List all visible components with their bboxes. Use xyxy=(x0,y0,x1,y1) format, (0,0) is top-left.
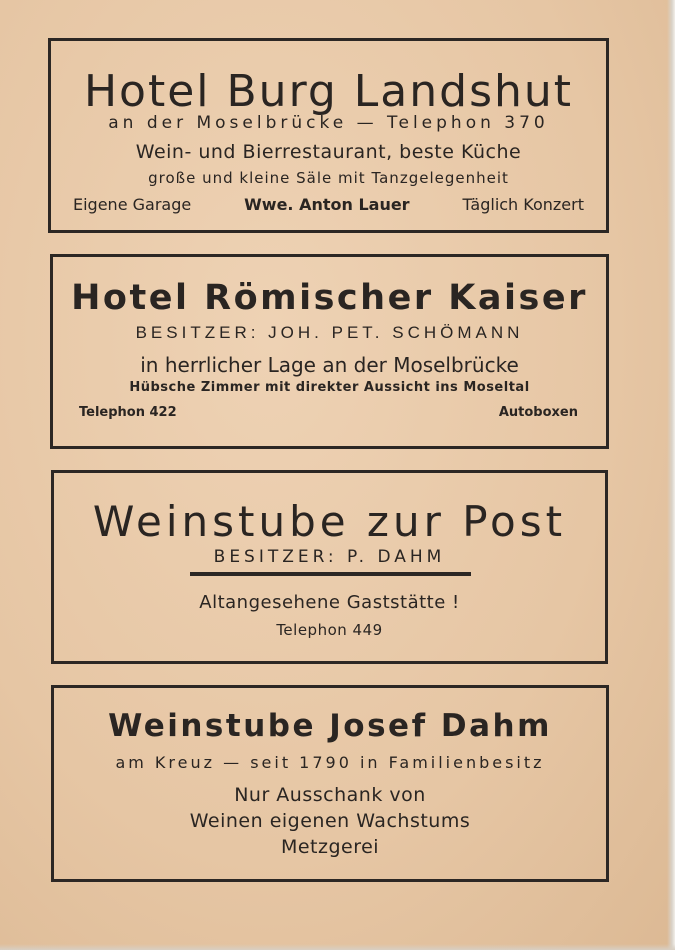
ad-hotel-burg-landshut xyxy=(48,38,609,233)
ad-weinstube-zur-post xyxy=(51,470,608,664)
ad-subtitle: an der Moselbrücke — Telephon 370 xyxy=(108,113,549,133)
ad-line: große und kleine Säle mit Tanzgelegenheit xyxy=(148,169,509,187)
ad-subtitle: am Kreuz — seit 1790 in Familienbesitz xyxy=(115,753,545,772)
page-edge-bottom xyxy=(0,944,675,950)
ad-line: Weinen eigenen Wachstums xyxy=(189,810,471,832)
ad-subtitle: BESITZER: P. DAHM xyxy=(213,547,446,567)
ad-footer xyxy=(73,195,584,214)
ad-footer-right: Täglich Konzert xyxy=(462,195,584,214)
ad-line: Altangesehene Gaststätte ! xyxy=(199,592,460,613)
divider xyxy=(190,572,471,576)
ad-line: Wein- und Bierrestaurant, beste Küche xyxy=(135,141,522,163)
ad-hotel-roemischer-kaiser xyxy=(50,254,609,449)
ad-title: Weinstube Josef Dahm xyxy=(108,708,552,744)
page-edge xyxy=(667,0,675,950)
ad-line: Nur Ausschank von xyxy=(234,784,426,806)
ad-footer-center: Wwe. Anton Lauer xyxy=(244,195,410,214)
ad-footer-left: Telephon 422 xyxy=(79,405,177,420)
ad-footer-left: Eigene Garage xyxy=(73,195,192,214)
ad-title: Hotel Burg Landshut xyxy=(83,66,574,117)
ad-footer xyxy=(79,405,578,420)
ad-weinstube-josef-dahm xyxy=(51,685,609,882)
ad-footer-right: Autoboxen xyxy=(498,405,578,420)
ad-title: Hotel Römischer Kaiser xyxy=(71,278,588,318)
ad-subtitle: BESITZER: JOH. PET. SCHÖMANN xyxy=(135,323,524,342)
ad-title: Weinstube zur Post xyxy=(92,497,567,546)
ad-line: in herrlicher Lage an der Moselbrücke xyxy=(140,353,519,377)
ad-line: Telephon 449 xyxy=(276,621,383,639)
ad-line: Metzgerei xyxy=(280,836,380,858)
ad-line: Hübsche Zimmer mit direkter Aussicht ins Moseltal xyxy=(129,380,530,395)
